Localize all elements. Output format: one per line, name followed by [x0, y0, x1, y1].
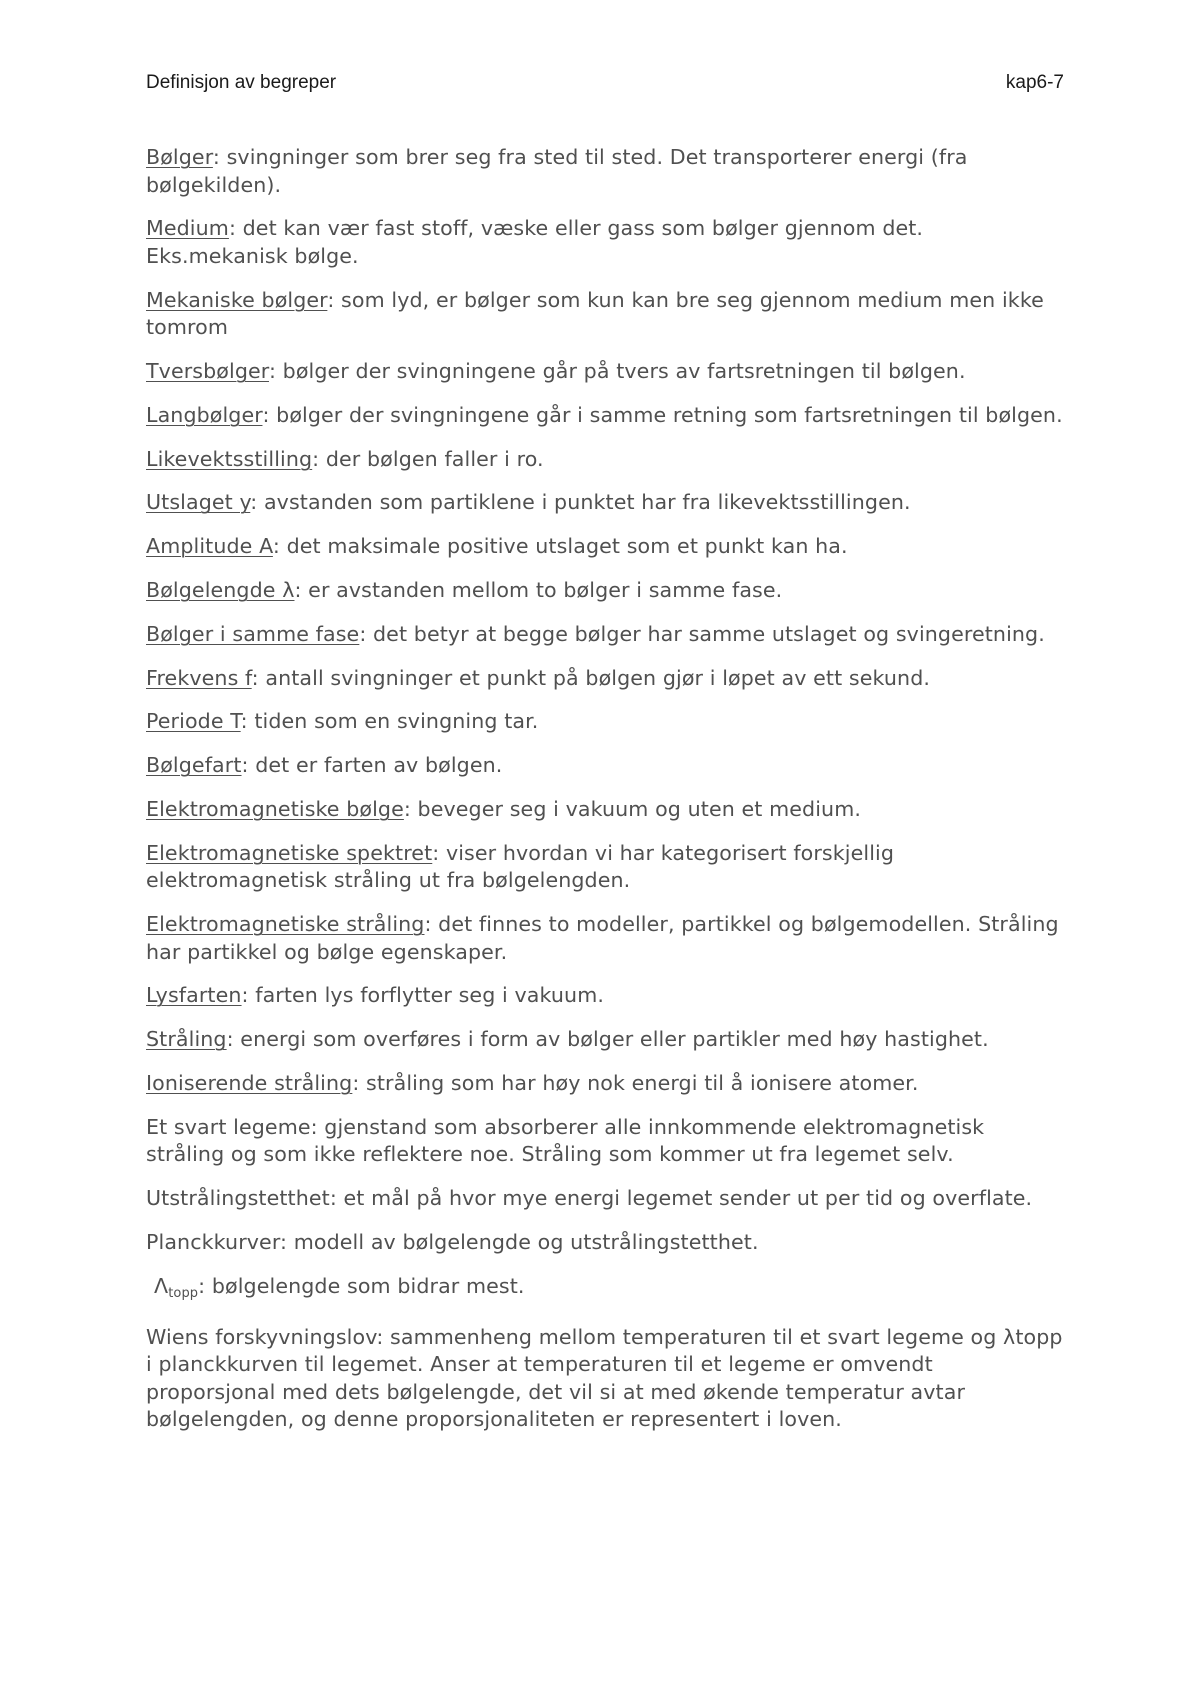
definition-text: : antall svingninger et punkt på bølgen gjør i løpet av ett sekund. [251, 665, 931, 690]
term: Frekvens f [146, 665, 252, 690]
term: Mekaniske bølger [146, 287, 328, 312]
term: Medium [146, 216, 229, 241]
definition-text: : det er farten av bølgen. [241, 753, 503, 778]
definition-text: : sammenheng mellom temperaturen til et svart legeme og λtopp i planckkurven til legemet. Anser at temperaturen til et legeme er omvendt proporsjonal med dets bølgelengde, det vil si at med økende temperatur avtar bølgelengden, og denne proporsjonaliteten er representert i loven. [146, 1324, 1063, 1432]
definition-bolgelengde [146, 577, 1066, 605]
definition-utstralingstetthet [146, 1185, 1066, 1213]
definition-tversbolger [146, 358, 1066, 386]
term: Bølgefart [146, 753, 242, 778]
definition-periode [146, 708, 1066, 736]
term: Langbølger [146, 402, 263, 427]
definition-text: : beveger seg i vakuum og uten et medium. [403, 796, 861, 821]
definition-bolgefart [146, 752, 1066, 780]
term: Elektromagnetiske spektret [146, 840, 433, 865]
definition-langbolger [146, 402, 1066, 430]
term: Et svart legeme [146, 1114, 311, 1139]
term: Stråling [146, 1027, 227, 1052]
definition-em-straling [146, 911, 1066, 966]
definition-text: : er avstanden mellom to bølger i samme fase. [294, 578, 783, 603]
definition-medium [146, 215, 1066, 270]
definition-wiens-lov [146, 1324, 1066, 1434]
definition-text: : modell av bølgelengde og utstrålingstetthet. [280, 1229, 759, 1254]
page-header [146, 72, 1064, 96]
definition-likevektsstilling [146, 446, 1066, 474]
definition-text: : svingninger som brer seg fra sted til sted. Det transporterer energi (fra bølgekilden). [146, 145, 968, 197]
definition-mekaniske-bolger [146, 287, 1066, 342]
term: Likevektsstilling [146, 446, 313, 471]
definition-text: : energi som overføres i form av bølger eller partikler med høy hastighet. [226, 1027, 989, 1052]
term: Utstrålingstetthet [146, 1186, 330, 1211]
definition-frekvens [146, 665, 1066, 693]
definition-text: : stråling som har høy nok energi til å ionisere atomer. [352, 1071, 919, 1096]
definition-text: : det betyr at begge bølger har samme utslaget og svingeretning. [359, 621, 1045, 646]
definition-svart-legeme [146, 1114, 1066, 1169]
definitions-list [146, 144, 1066, 1450]
definition-lambda-topp [146, 1273, 1066, 1308]
definition-em-bolge [146, 796, 1066, 824]
term: Bølger i samme fase [146, 621, 360, 646]
definition-text: : der bølgen faller i ro. [312, 446, 544, 471]
definition-text: : bølger der svingningene går i samme retning som fartsretningen til bølgen. [262, 402, 1063, 427]
definition-ioniserende-straling [146, 1070, 1066, 1098]
definition-planckkurver [146, 1229, 1066, 1257]
definition-text: : bølger der svingningene går på tvers av fartsretningen til bølgen. [268, 359, 966, 384]
definition-text: : viser hvordan vi har kategorisert forskjellig elektromagnetisk stråling ut fra bølgelengden. [146, 840, 895, 893]
term: Lysfarten [146, 983, 242, 1008]
term: Bølger [146, 145, 213, 169]
definition-lysfarten [146, 982, 1066, 1010]
definition-text: : bølgelengde som bidrar mest. [198, 1273, 525, 1298]
term: Ioniserende stråling [146, 1071, 353, 1096]
header-title: Definisjon av begreper [146, 72, 337, 93]
definition-text: : det kan vær fast stoff, væske eller gass som bølger gjennom det. Eks.mekanisk bølge. [146, 216, 924, 268]
term: Periode T [146, 709, 241, 734]
definition-text: : farten lys forflytter seg i vakuum. [241, 983, 604, 1008]
header-chapter: kap6-7 [1005, 72, 1064, 93]
term: Tversbølger [146, 359, 269, 384]
term: Planckkurver [146, 1229, 281, 1254]
term: Elektromagnetiske bølge [146, 796, 404, 821]
lambda-symbol: Λ [154, 1273, 169, 1298]
definition-em-spektret [146, 840, 1066, 895]
definition-text: : et mål på hvor mye energi legemet sender ut per tid og overflate. [329, 1186, 1033, 1211]
term: Utslaget y [146, 490, 251, 515]
definition-samme-fase [146, 621, 1066, 649]
term: Elektromagnetiske stråling [146, 912, 425, 937]
definition-text: : det maksimale positive utslaget som et punkt kan ha. [272, 534, 848, 559]
definition-text: : avstanden som partiklene i punktet har fra likevektsstillingen. [250, 490, 911, 515]
term: Wiens forskyvningslov [146, 1324, 377, 1349]
definition-text: : som lyd, er bølger som kun kan bre seg gjennom medium men ikke tomrom [146, 287, 1044, 340]
term: Bølgelengde λ [146, 578, 295, 603]
definition-text: : tiden som en svingning tar. [240, 709, 539, 734]
term: Amplitude A [146, 534, 273, 559]
definition-straling [146, 1026, 1066, 1054]
definition-text: : gjenstand som absorberer alle innkommende elektromagnetisk stråling og som ikke reflektere noe. Stråling som kommer ut fra legemet selv. [146, 1114, 985, 1167]
definition-bolger [146, 144, 1066, 199]
lambda-subscript: topp [168, 1285, 199, 1301]
definition-utslaget [146, 489, 1066, 517]
definition-text: : det finnes to modeller, partikkel og bølgemodellen. Stråling har partikkel og bølge egenskaper. [146, 912, 1059, 964]
definition-amplitude [146, 533, 1066, 561]
